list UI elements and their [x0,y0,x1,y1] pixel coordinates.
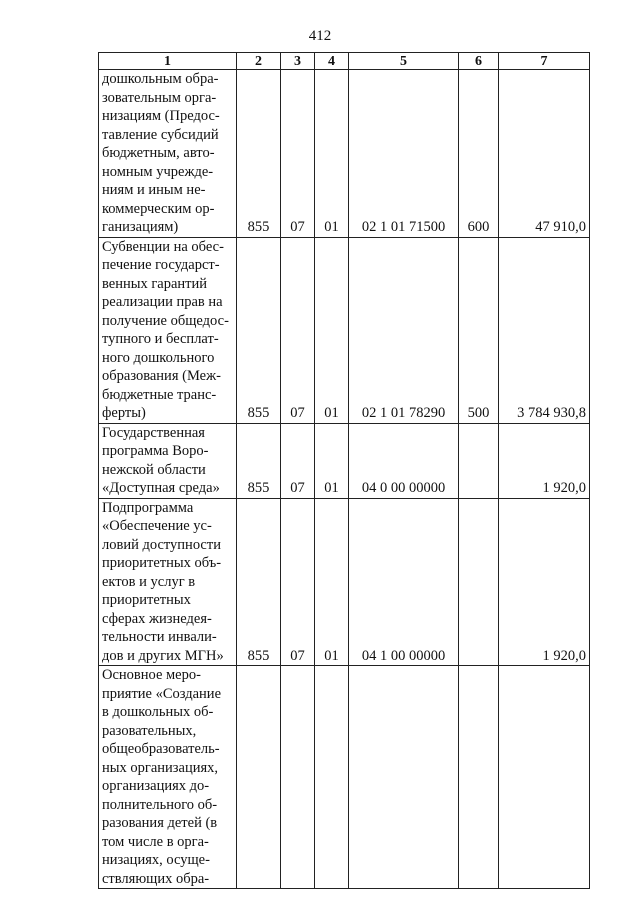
section-code: 07 [281,70,315,238]
description-line: тельности инвали- [102,629,217,645]
description-line: Субвенции на обес- [102,238,224,255]
description-line: сферах жизнедея- [102,610,212,627]
description-line: коммерческим ор- [102,200,215,217]
description-line: «Доступная среда» [102,480,220,496]
amount: 1 920,0 [499,423,590,498]
description-line: тупного и бесплат- [102,331,219,347]
description-line: ниям и иным не- [102,182,206,198]
row-description [99,70,237,238]
row-description [99,498,237,666]
description-line: ектов и услуг в [102,573,196,590]
table-row [99,423,590,498]
description-line: получение общедос- [102,312,229,329]
description-line: нежской области [102,461,206,478]
ministry-code: 855 [237,423,281,498]
amount: 47 910,0 [499,70,590,238]
description-line: зовательным орга- [102,89,217,106]
header-col-1: 1 [99,53,237,70]
expense-type-code [459,666,499,889]
budget-table [98,52,590,889]
description-line: том числе в орга- [102,833,209,850]
description-line: Государственная [102,424,205,441]
description-line: разования детей (в [102,815,218,831]
description-line: ствляющих обра- [102,870,210,887]
description-line: «Обеспечение ус- [102,518,212,534]
ministry-code [237,666,281,889]
description-line: приоритетных объ- [102,555,222,571]
header-col-2: 2 [237,53,281,70]
description-line: ловий доступности [102,536,221,553]
page-number: 412 [308,28,332,44]
ministry-code: 855 [237,498,281,666]
description-line: ферты) [102,405,146,421]
description-line: ного дошкольного [102,349,215,366]
description-line: приятие «Создание [102,685,222,702]
table-row [99,498,590,666]
subsection-code: 01 [315,423,349,498]
description-line: приоритетных [102,592,191,608]
description-line: в дошкольных об- [102,704,214,720]
description-line: номным учрежде- [102,163,214,180]
header-col-5: 5 [349,53,459,70]
description-line: низациях, осуще- [102,852,210,868]
subsection-code [315,666,349,889]
ministry-code: 855 [237,70,281,238]
header-col-6: 6 [459,53,499,70]
target-article-code [349,666,459,889]
header-col-4: 4 [315,53,349,70]
row-description [99,666,237,889]
description-line: низациям (Предос- [102,108,220,124]
description-line: печение государст- [102,257,220,273]
header-row [99,53,590,70]
ministry-code: 855 [237,237,281,423]
description-line: венных гарантий [102,275,208,292]
subsection-code: 01 [315,70,349,238]
header-col-3: 3 [281,53,315,70]
subsection-code: 01 [315,237,349,423]
expense-type-code: 600 [459,70,499,238]
amount: 1 920,0 [499,498,590,666]
row-description [99,423,237,498]
description-line: бюджетным, авто- [102,145,215,161]
section-code [281,666,315,889]
header-col-7: 7 [499,53,590,70]
section-code: 07 [281,498,315,666]
expense-type-code [459,498,499,666]
description-line: дов и других МГН» [102,647,224,664]
target-article-code: 04 1 00 00000 [349,498,459,666]
description-line: реализации прав на [102,294,223,310]
table-row [99,237,590,423]
description-line: общеобразователь- [102,741,220,757]
section-code: 07 [281,423,315,498]
target-article-code: 02 1 01 78290 [349,237,459,423]
description-line: дошкольным обра- [102,71,219,87]
description-line: программа Воро- [102,443,209,459]
description-line: разовательных, [102,722,197,739]
row-description [99,237,237,423]
expense-type-code [459,423,499,498]
description-line: ных организациях, [102,759,219,776]
description-line: Подпрограмма [102,499,194,516]
description-line: полнительного об- [102,796,218,813]
description-line: тавление субсидий [102,126,219,143]
description-line: бюджетные транс- [102,386,217,403]
amount: 3 784 930,8 [499,237,590,423]
amount [499,666,590,889]
subsection-code: 01 [315,498,349,666]
target-article-code: 02 1 01 71500 [349,70,459,238]
table-row [99,666,590,889]
description-line: Основное меро- [102,667,201,683]
description-line: ганизациям) [102,219,179,235]
description-line: образования (Меж- [102,368,221,384]
target-article-code: 04 0 00 00000 [349,423,459,498]
table-row [99,70,590,238]
section-code: 07 [281,237,315,423]
expense-type-code: 500 [459,237,499,423]
description-line: организациях до- [102,778,210,794]
